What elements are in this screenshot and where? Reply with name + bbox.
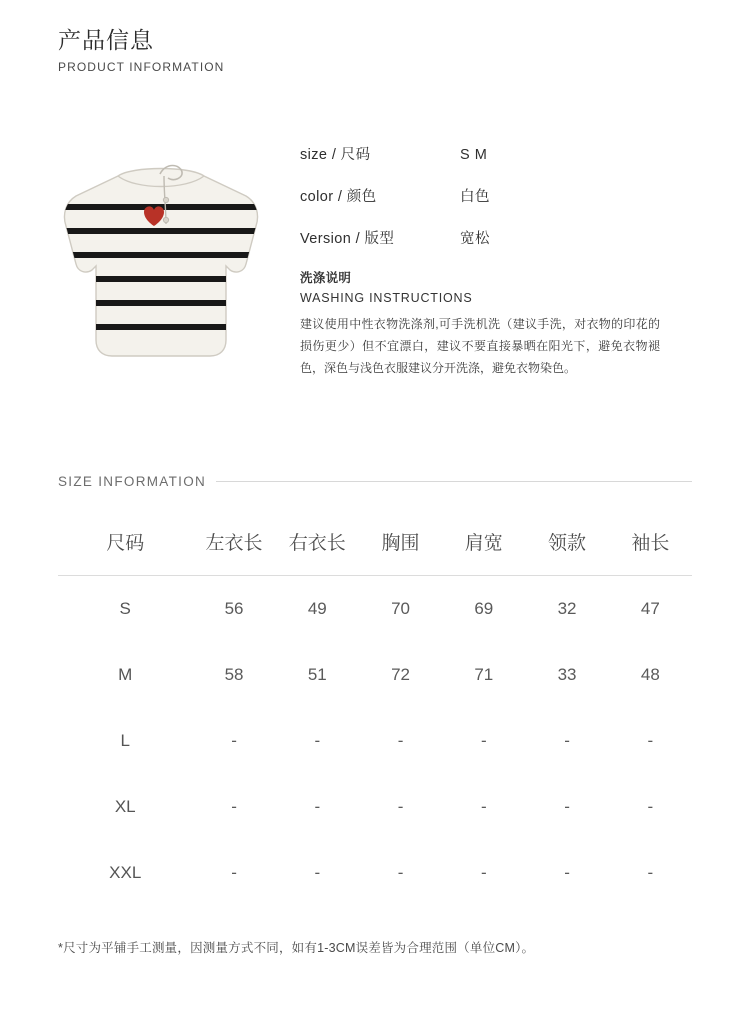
cell-size: XXL xyxy=(109,863,142,882)
cell-bust: - xyxy=(397,797,404,816)
page-subtitle: PRODUCT INFORMATION xyxy=(58,59,225,74)
cell-bust: 70 xyxy=(391,599,410,618)
spec-label-version: Version / 版型 xyxy=(300,231,395,247)
cell-collar: 33 xyxy=(557,665,577,684)
spec-value-size: S M xyxy=(460,147,488,163)
cell-right-length: - xyxy=(314,797,321,816)
cell-size: S xyxy=(119,599,131,618)
washing-instructions xyxy=(300,268,660,380)
page-header xyxy=(58,26,224,74)
column-header-bust: 胸围 xyxy=(359,514,442,576)
washing-title-en: WASHING INSTRUCTIONS xyxy=(300,291,473,305)
cell-right-length: 49 xyxy=(307,599,327,618)
size-table-body xyxy=(58,576,692,907)
cell-size: L xyxy=(120,731,130,750)
table-row xyxy=(58,642,692,708)
spec-row-size xyxy=(300,143,700,164)
cell-sleeve: - xyxy=(647,731,654,750)
cell-bust: - xyxy=(397,863,404,882)
table-row xyxy=(58,576,692,643)
page-title: 产品信息 xyxy=(58,27,154,53)
cell-left-length: - xyxy=(231,731,237,750)
cell-left-length: 56 xyxy=(224,599,244,618)
size-information-header xyxy=(58,474,692,504)
cell-sleeve: - xyxy=(647,863,654,882)
column-header-size: 尺码 xyxy=(58,514,192,576)
column-header-shoulder: 肩宽 xyxy=(442,514,525,576)
cell-sleeve: - xyxy=(647,797,654,816)
spec-value-color: 白色 xyxy=(460,189,490,205)
cell-collar: - xyxy=(564,731,570,750)
size-table xyxy=(58,514,692,906)
cell-bust: 72 xyxy=(391,665,410,684)
table-row xyxy=(58,708,692,774)
spec-label-color: color / 颜色 xyxy=(300,189,377,205)
cell-right-length: 51 xyxy=(307,665,327,684)
cell-collar: 32 xyxy=(557,599,577,618)
column-header-sleeve: 袖长 xyxy=(609,514,692,576)
cell-shoulder: 69 xyxy=(474,599,494,618)
washing-text: 建议使用中性衣物洗涤剂,可手洗机洗（建议手洗，对衣物的印花的损伤更少）但不宜漂白，建议不要直接暴晒在阳光下，避免衣物褪色，深色与浅色衣服建议分开洗涤，避免衣物染色。 xyxy=(300,317,660,376)
cell-sleeve: 47 xyxy=(640,599,660,618)
cell-size: XL xyxy=(114,797,136,816)
cell-left-length: 58 xyxy=(224,665,244,684)
product-spec-list xyxy=(300,143,700,269)
cell-right-length: - xyxy=(314,863,321,882)
size-table-container xyxy=(58,514,692,906)
column-header-right-length: 右衣长 xyxy=(276,514,359,576)
cell-collar: - xyxy=(564,797,570,816)
size-table-footnote: *尺寸为平铺手工测量，因测量方式不同，如有1-3CM误差皆为合理范围（单位CM）。 xyxy=(58,941,535,955)
cell-shoulder: 71 xyxy=(474,665,494,684)
size-table-head xyxy=(58,514,692,576)
cell-shoulder: - xyxy=(480,863,487,882)
table-row xyxy=(58,840,692,906)
cell-left-length: - xyxy=(231,797,237,816)
cell-left-length: - xyxy=(231,863,237,882)
cell-collar: - xyxy=(564,863,570,882)
cell-size: M xyxy=(118,665,133,684)
cell-shoulder: - xyxy=(480,797,487,816)
product-sweater-image xyxy=(40,160,280,380)
spec-row-color xyxy=(300,185,700,206)
spec-row-version xyxy=(300,227,700,248)
column-header-collar: 领款 xyxy=(525,514,608,576)
table-header-row xyxy=(58,514,692,576)
table-row xyxy=(58,774,692,840)
column-header-left-length: 左衣长 xyxy=(192,514,275,576)
size-information-label: SIZE INFORMATION xyxy=(58,474,216,489)
cell-shoulder: - xyxy=(480,731,487,750)
spec-label-size: size / 尺码 xyxy=(300,147,371,163)
cell-bust: - xyxy=(397,731,404,750)
cell-right-length: - xyxy=(314,731,321,750)
cell-sleeve: 48 xyxy=(640,665,660,684)
spec-value-version: 宽松 xyxy=(460,231,490,247)
washing-title-cn: 洗涤说明 xyxy=(300,271,352,285)
